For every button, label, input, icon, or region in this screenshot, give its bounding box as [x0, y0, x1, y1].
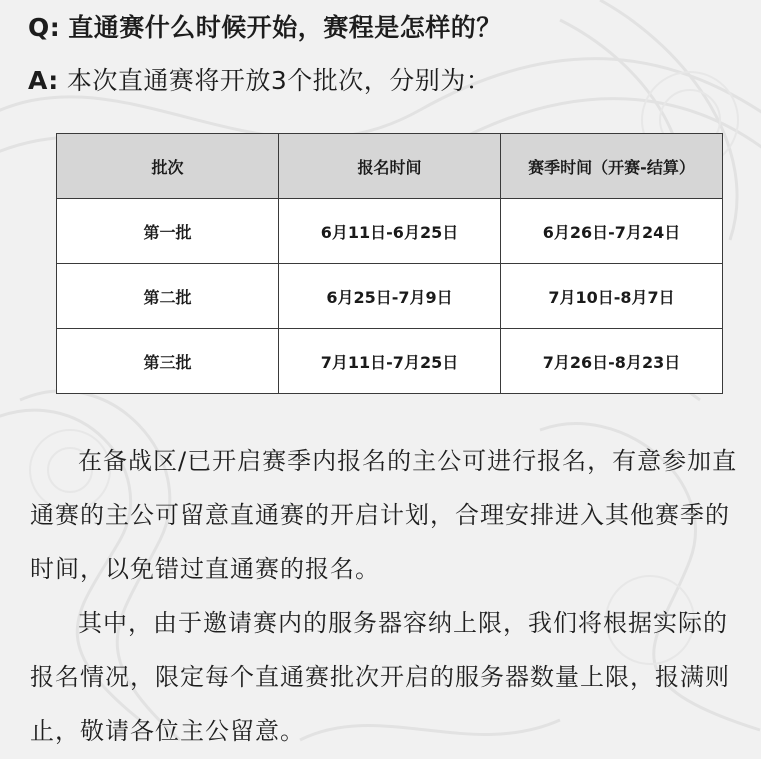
table-header-row [57, 134, 723, 199]
question-marker: Q: [28, 13, 61, 42]
table-row [57, 264, 723, 329]
header-season-time: 赛季时间（开赛-结算） [501, 134, 723, 199]
answer-line [28, 62, 491, 100]
answer-text: 本次直通赛将开放3个批次，分别为： [66, 66, 492, 95]
season-cell: 6月26日-7月24日 [501, 199, 723, 264]
batch-cell: 第三批 [57, 329, 279, 394]
batch-cell: 第二批 [57, 264, 279, 329]
paragraph-server-limit [30, 596, 742, 758]
paragraph-text: 其中，由于邀请赛内的服务器容纳上限，我们将根据实际的报名情况，限定每个直通赛批次开启的服务器数量上限，报满则止，敬请各位主公留意。 [30, 609, 730, 745]
question-line [28, 10, 502, 46]
table-row [57, 199, 723, 264]
batch-cell: 第一批 [57, 199, 279, 264]
answer-marker: A: [28, 66, 59, 95]
schedule-table [56, 133, 723, 394]
paragraph-text: 在备战区/已开启赛季内报名的主公可进行报名，有意参加直通赛的主公可留意直通赛的开启计划，合理安排进入其他赛季的时间，以免错过直通赛的报名。 [30, 447, 738, 583]
paragraph-registration [30, 434, 742, 596]
registration-cell: 6月25日-7月9日 [279, 264, 501, 329]
header-registration-time: 报名时间 [279, 134, 501, 199]
header-batch: 批次 [57, 134, 279, 199]
registration-cell: 7月11日-7月25日 [279, 329, 501, 394]
question-text: 直通赛什么时候开始，赛程是怎样的？ [68, 13, 502, 42]
table-row [57, 329, 723, 394]
season-cell: 7月10日-8月7日 [501, 264, 723, 329]
season-cell: 7月26日-8月23日 [501, 329, 723, 394]
registration-cell: 6月11日-6月25日 [279, 199, 501, 264]
